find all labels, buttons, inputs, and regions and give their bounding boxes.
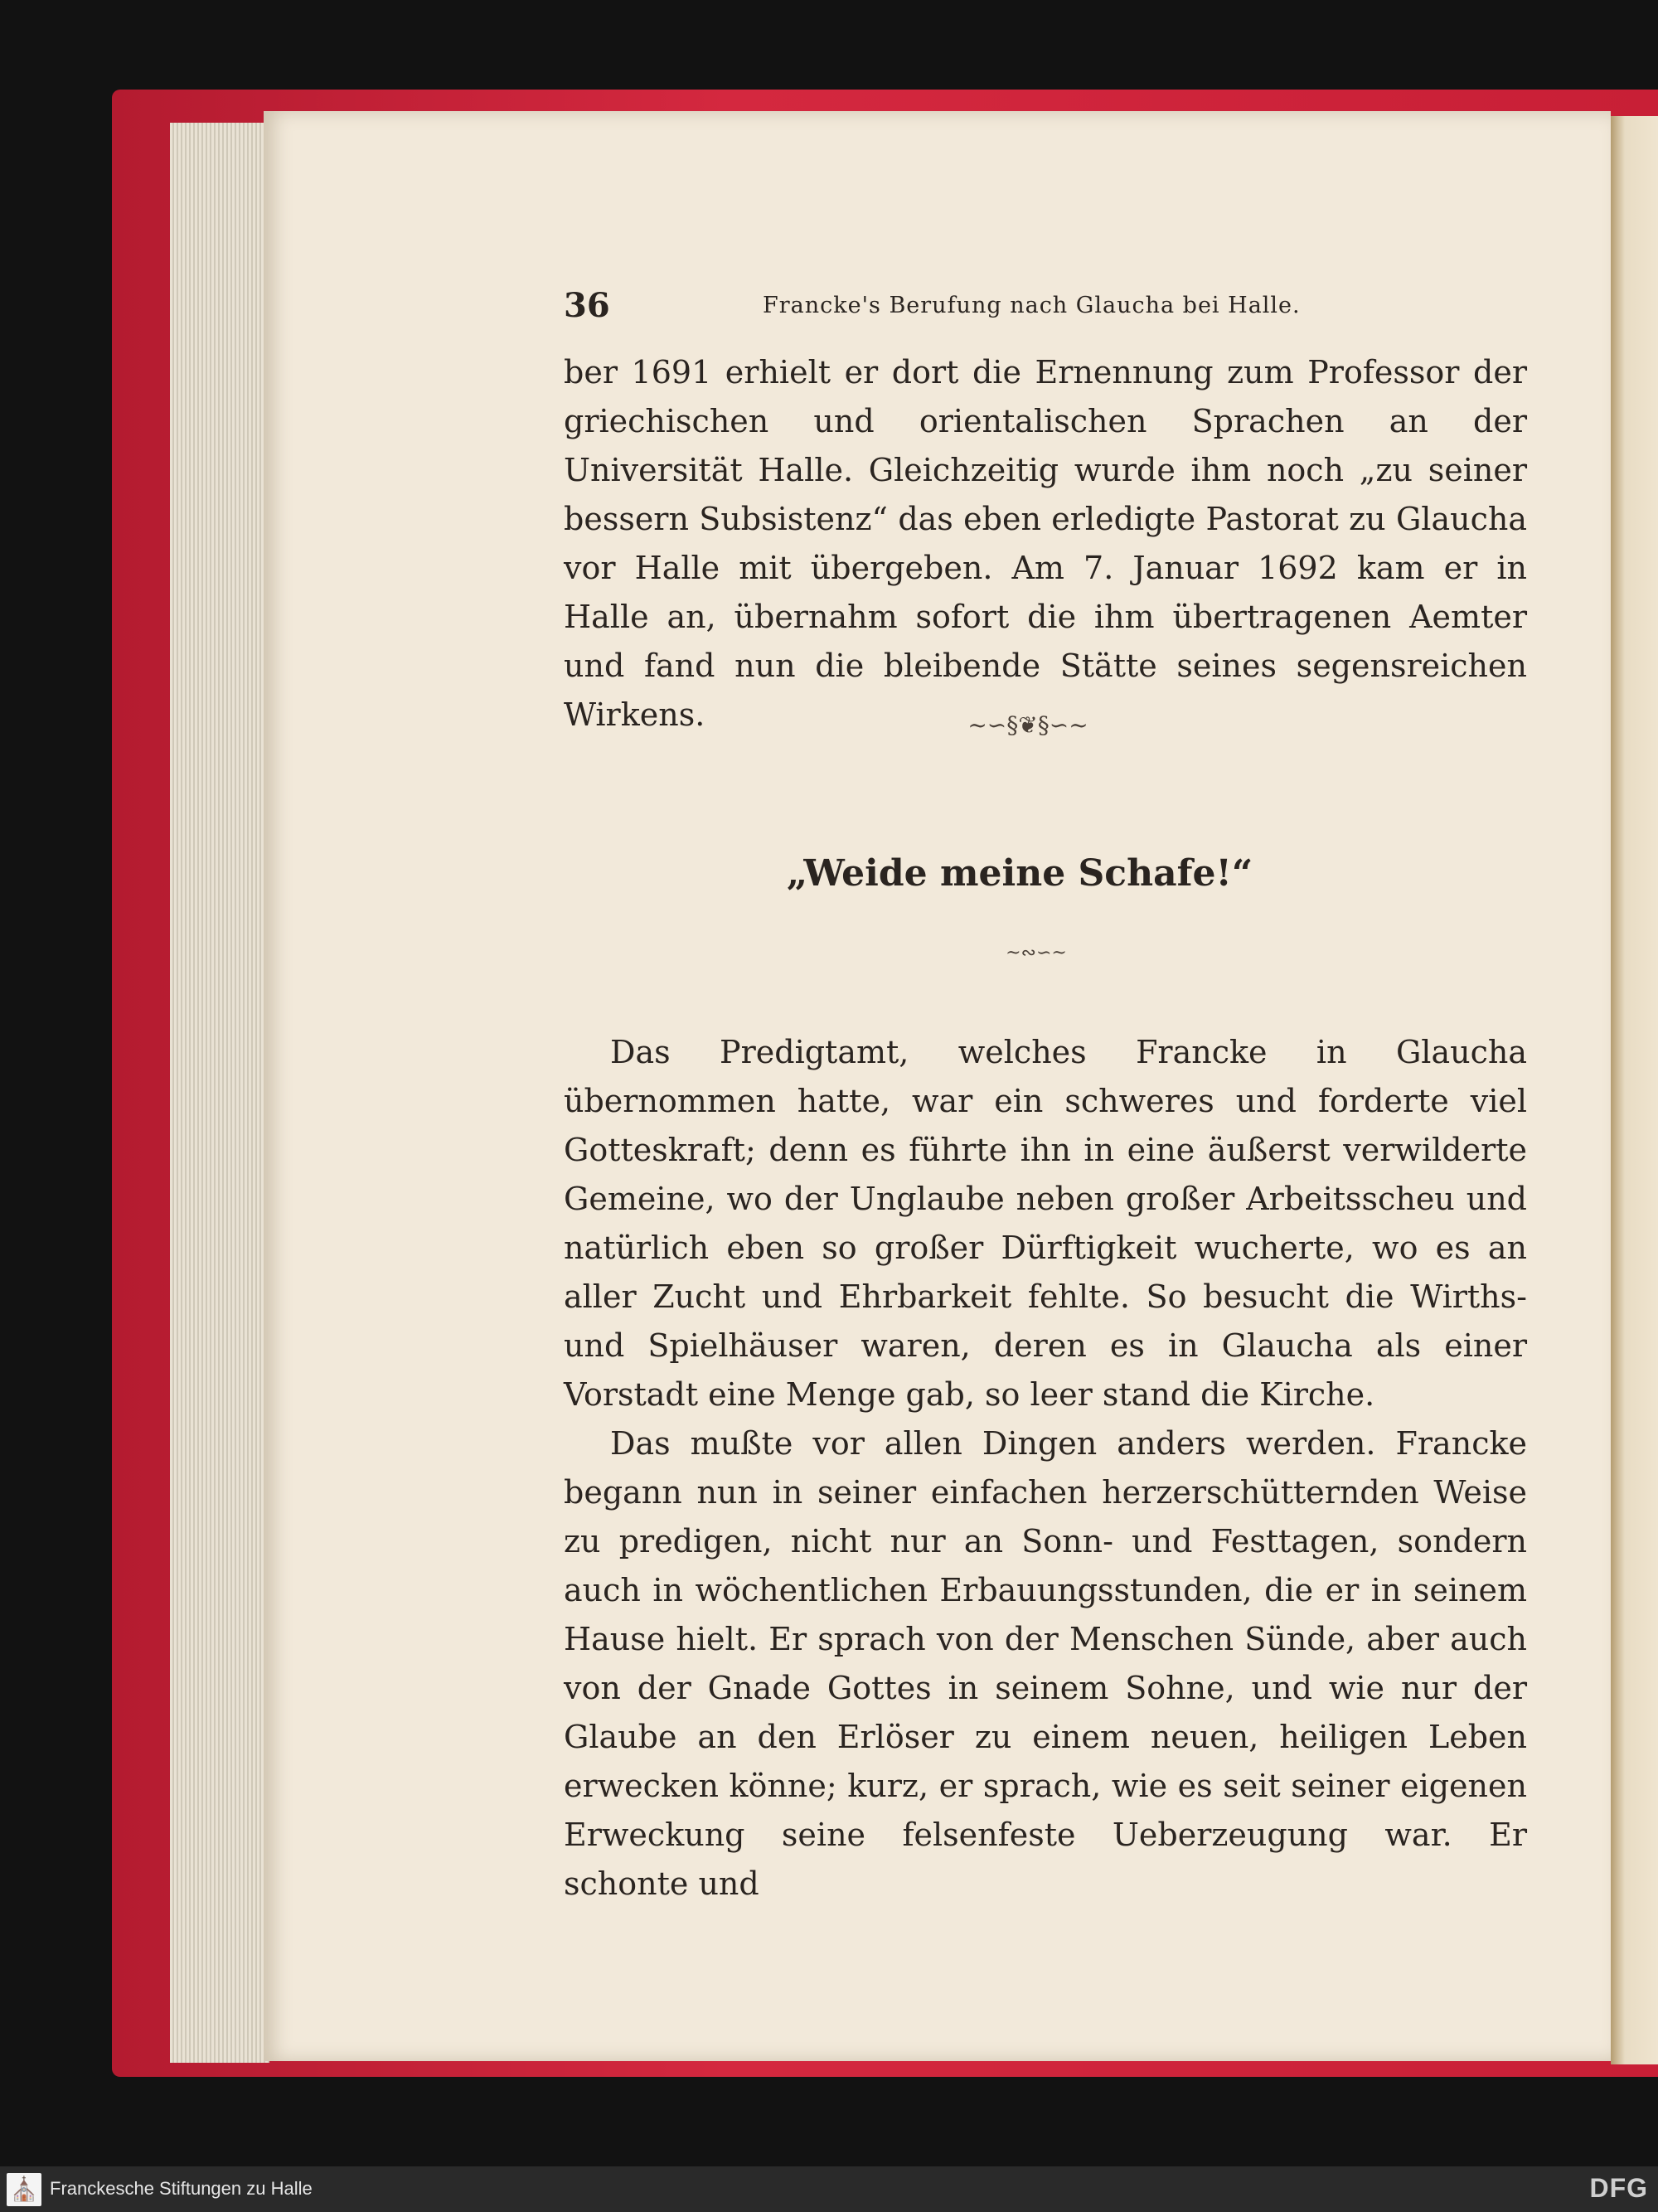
viewer-footer [0, 2166, 1658, 2212]
page-header [564, 286, 1527, 324]
paragraph: Das mußte vor allen Dingen anders werden. Francke begann nun in seiner einfachen herzerschütternden Weise zu predigen, nicht nur an Sonn- und Festtagen, sondern auch in wöchentlichen Erbauungsstunden, die er in seinem Hause hielt. Er sprach von der Menschen Sünde, aber auch von der Gnade Gottes in seinem Sohne, und wie nur der Glaube an den Erlöser zu einem neuen, heiligen Leben erwecken könne; kurz, er sprach, wie es seit seiner eigenen Erweckung seine felsenfeste Ueberzeugung war. Er schonte und [564, 1425, 1527, 1902]
section-title: „Weide meine Schafe!“ [786, 852, 1253, 895]
facing-page-edge [1611, 116, 1658, 2064]
body-text-section [564, 1028, 1527, 1909]
ornament-divider: ~∽§❦§∽~ [967, 711, 1088, 739]
franckesche-stiftungen-logo-icon[interactable]: ⛪ [7, 2173, 41, 2206]
institution-name[interactable]: Franckesche Stiftungen zu Halle [50, 2178, 313, 2199]
dfg-logo[interactable]: DFG [1589, 2173, 1648, 2203]
page-edges [170, 123, 269, 2063]
paragraph: ber 1691 erhielt er dort die Ernennung zum Professor der griechischen und orientalischen Sprachen an der Universität Halle. Gleichzeitig wurde ihm noch „zu seiner bessern Subsistenz“ das eben erledigte Pastorat zu Glaucha vor Halle mit übergeben. Am 7. Januar 1692 kam er in Halle an, übernahm sofort die ihm übertragenen Aemter und fand nun die bleibende Stätte seines segensreichen Wirkens. [564, 354, 1527, 733]
paragraph: Das Predigtamt, welches Francke in Glaucha übernommen hatte, war ein schweres und forderte viel Gotteskraft; denn es führte ihn in eine äußerst verwilderte Gemeine, wo der Unglaube neben großer Arbeitsscheu und natürlich eben so großer Dürftigkeit wucherte, wo es an aller Zucht und Ehrbarkeit fehlte. So besucht die Wirths- und Spielhäuser waren, deren es in Glaucha als einer Vorstadt eine Menge gab, so leer stand die Kirche. [564, 1034, 1527, 1413]
ornament-divider-small: ~∾∽~ [1006, 943, 1067, 963]
page-number: 36 [564, 286, 610, 325]
body-text-top [564, 348, 1527, 740]
running-title: Francke's Berufung nach Glaucha bei Halle. [763, 293, 1301, 318]
